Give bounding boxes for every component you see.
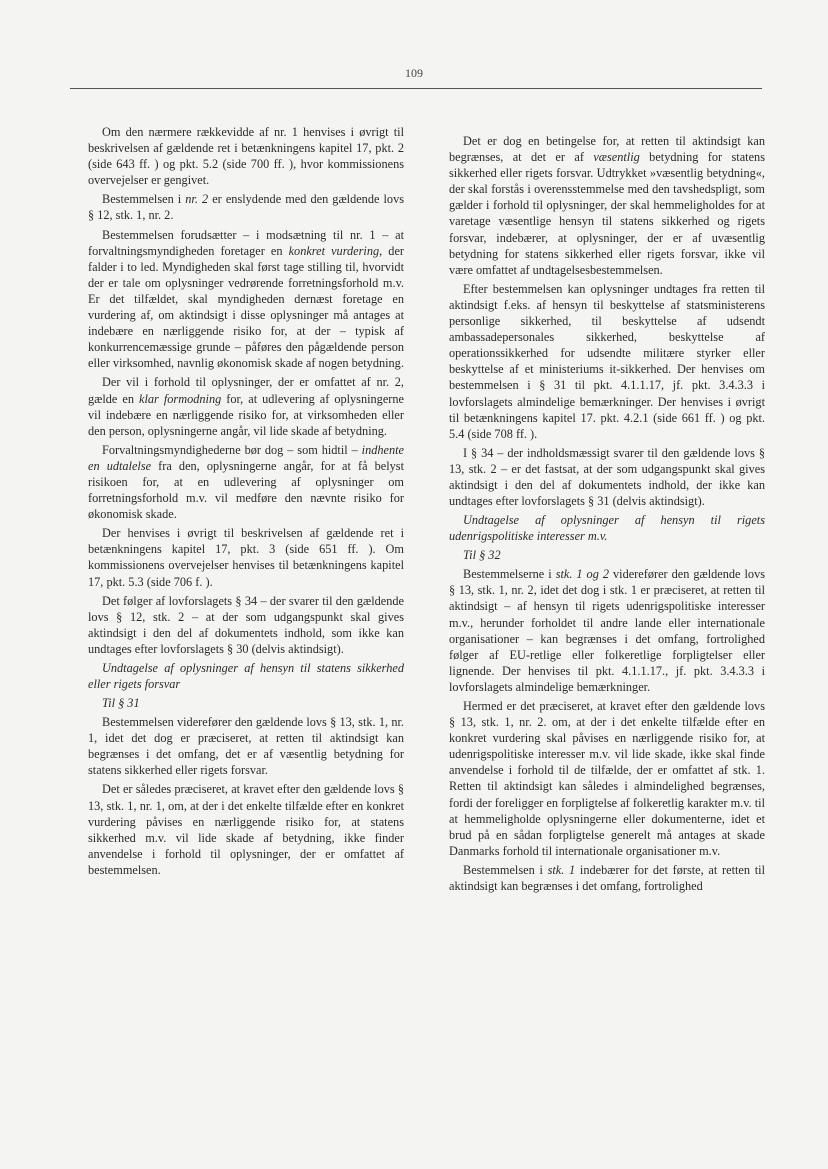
paragraph <box>449 133 765 278</box>
text-run: , der falder i to led. Myndigheden skal først tage stilling til, hvorvidt der er tale om oplysninger vedrørende forretningsforhold m.v. Er det tilfældet, skal myndigheden dernæst foretage en vurdering af, om aktindsigt i disse oplysninger må antages at indebære en nærliggende risiko for, at der – typisk af konkurrencemæssige grunde – påføres den pågældende person eller virksomhed, navnlig økonomisk skade af nogen betydning. <box>88 243 404 371</box>
text-run: Efter bestemmelsen kan oplysninger undtages fra retten til aktindsigt f.eks. af hensyn til beskyttelse af statsministerens personlige sikkerhed, til beskyttelse af udsendt ambassadepersonales sikkerhed, beskyttelse af operationssikkerhed for udsendte militære styrker eller beskyttelse af et ministeriums it-sikkerhed. Der henvises om bestemmelsen i § 31 til pkt. 4.1.1.17, jf. pkt. 3.4.3.3 i lovforslagets almindelige bemærkninger. Der henvises i øvrigt til betænkningens kapitel 17. pkt. 4.2.1 (side 661 ff. ) og pkt. 5.4 (side 708 ff. ). <box>449 281 765 441</box>
text-run: Bestemmelsen viderefører den gældende lovs § 13, stk. 1, nr. 1, idet det dog er præciseret, at retten til aktindsigt kan begrænses i det omfang, det er af væsentlig betydning for statens sikkerhed eller rigets forsvar. <box>88 715 404 778</box>
emphasis-text: konkret vurdering <box>288 243 380 258</box>
page-number: 109 <box>405 66 423 80</box>
text-run: Bestemmelserne i <box>463 567 556 582</box>
header-rule <box>70 88 762 89</box>
text-run: for, at udlevering af oplysningerne vil indebære en nærliggende risiko for, at virksomheden eller den person, oplysningerne angår, vil lide skade af betydning. <box>88 391 404 438</box>
section-subheading <box>88 695 404 711</box>
text-run: Til § 32 <box>463 548 501 563</box>
paragraph <box>88 191 404 223</box>
paragraph <box>88 442 404 522</box>
text-run: Undtagelse af oplysninger af hensyn til rigets udenrigspolitiske interesser m.v. <box>449 513 765 544</box>
text-run: Bestemmelsen forudsætter – i modsætning til nr. 1 – at forvaltningsmyndigheden foretager en <box>88 227 404 258</box>
text-run: Til § 31 <box>102 696 140 710</box>
paragraph <box>88 124 404 188</box>
paragraph <box>88 714 404 778</box>
text-run: Det er således præciseret, at kravet efter den gældende lovs § 13, stk. 1, nr. 1, om, at der i det enkelte tilfælde efter en konkret vurdering påvises en nærliggende risiko for, at statens sikkerhed m.v. vil lide skade af betydning, ikke finder anvendelse i forhold til oplysninger, der er omfattet af bestemmelsen. <box>88 782 404 877</box>
paragraph <box>449 281 765 442</box>
text-run: Der vil i forhold til oplysninger, der er omfattet af nr. 2, gælde en <box>88 375 404 406</box>
text-run: Der henvises i øvrigt til beskrivelsen af gældende ret i betænkningens kapitel 17, pkt. 3 (side 651 ff. ). Om kommissionens overvejelser henvises til betænkningens kapitel 17, pkt. 5.3 (side 706 f. ). <box>88 526 404 589</box>
emphasis-text: nr. 2 <box>185 192 209 207</box>
text-run: Om den nærmere rækkevidde af nr. 1 henvises i øvrigt til beskrivelsen af gældende ret i betænkningens kapitel 17, pkt. 2 (side 643 ff. ) og pkt. 5.2 (side 700 ff. ), hvor kommissionens overvejelser er gengivet. <box>88 125 404 188</box>
paragraph <box>449 445 765 509</box>
section-subheading <box>449 547 765 563</box>
text-run: Undtagelse af oplysninger af hensyn til statens sikkerhed eller rigets forsvar <box>88 661 404 691</box>
text-run: Hermed er det præciseret, at kravet efter den gældende lovs § 13, stk. 1, nr. 2. om, at der i det enkelte tilfælde efter en konkret vurdering skal påvises en nærliggende risiko for, at udenrigspolitiske interesser m.v. vil lide skade, ikke skal finde anvendelse i forhold til de tilfælde, der er omfattet af stk. 1. Retten til aktindsigt kan således i almindelighed begrænses, fordi der foreligger en forpligtelse af folkeretlig karakter m.v. til at hemmeligholde oplysningerne eller dokumenterne, idet et brud på en sådan forpligtelse generelt må antages at skade Danmarks forhold til internationale organisationer m.v. <box>449 699 765 858</box>
section-heading <box>88 660 404 692</box>
emphasis-text: indhente en udtalelse <box>88 442 404 473</box>
left-column <box>88 124 404 881</box>
text-run: fra den, oplysningerne angår, for at få belyst risikoen for, at en udlevering af oplysninger om forretningsforhold m.v. vil medføre den nævnte risiko for økonomisk skade. <box>88 458 404 522</box>
text-run: er enslydende med den gældende lovs § 12, stk. 1, nr. 2. <box>88 192 405 223</box>
right-column <box>449 133 765 897</box>
emphasis-text: stk. 1 og 2 <box>555 567 610 582</box>
paragraph <box>88 593 404 657</box>
text-run: indebærer for det første, at retten til aktindsigt kan begrænses i det omfang, fortrolighed <box>449 862 765 894</box>
text-run: Det er dog en betingelse for, at retten til aktindsigt kan begrænses, at det er af <box>449 134 765 165</box>
text-run: Bestemmelsen i <box>102 192 186 207</box>
emphasis-text: stk. 1 <box>547 862 576 877</box>
paragraph <box>449 698 765 859</box>
paragraph <box>88 374 404 438</box>
emphasis-text: væsentlig <box>593 150 640 165</box>
paragraph <box>88 525 404 589</box>
emphasis-text: klar formodning <box>139 391 222 406</box>
text-run: Det følger af lovforslagets § 34 – der svarer til den gældende lovs § 12, stk. 2 – at der som udgangspunkt skal gives aktindsigt i den del af dokumentets indhold, som ikke kan undtages efter lovforslagets § 30 (delvis aktindsigt). <box>88 593 404 656</box>
text-run: I § 34 – der indholdsmæssigt svarer til den gældende lovs § 13, stk. 2 – er det fastsat, at der som udgangspunkt skal gives aktindsigt i den del af dokumentets indhold, der ikke kan undtages efter lovforslagets § 31 (delvis aktindsigt). <box>449 445 765 509</box>
text-run: Forvaltningsmyndighederne bør dog – som hidtil – <box>102 442 362 457</box>
paragraph <box>88 781 404 878</box>
text-run: betydning for statens sikkerhed eller rigets forsvar. Udtrykket »væsentlig betydning«, der skal forstås i overensstemmelse med den tavshedspligt, som gælder i forhold til oplysninger, der skal hemmeligholdes for at varetage væsentlige hensyn til statens sikkerhed og rigets forsvar, indebærer, at oplysninger, der er af uvæsentlig betydning for statens sikkerhed eller rigets forsvar, ikke vil være omfattet af undtagelsesbestemmelsen. <box>449 150 765 277</box>
text-run: Bestemmelsen i <box>463 862 548 877</box>
paragraph <box>449 862 765 894</box>
text-run: viderefører den gældende lovs § 13, stk. 1, nr. 2, idet det dog i stk. 1 er præciseret, at retten til aktindsigt – af hensyn til rigets udenrigspolitiske interesser m.v., herunder forholdet til andre lande eller internationale organisationer – kan begrænses i det omfang, fortrolighed følger af EU-retlige eller folkeretlige forpligtelser eller lignende. Der henvises til pkt. 4.1.1.17., jf. pkt. 3.4.3.3 i lovforslagets almindelige bemærkninger. <box>449 567 765 694</box>
section-heading <box>449 512 765 544</box>
paragraph <box>88 227 404 372</box>
paragraph <box>449 566 765 695</box>
